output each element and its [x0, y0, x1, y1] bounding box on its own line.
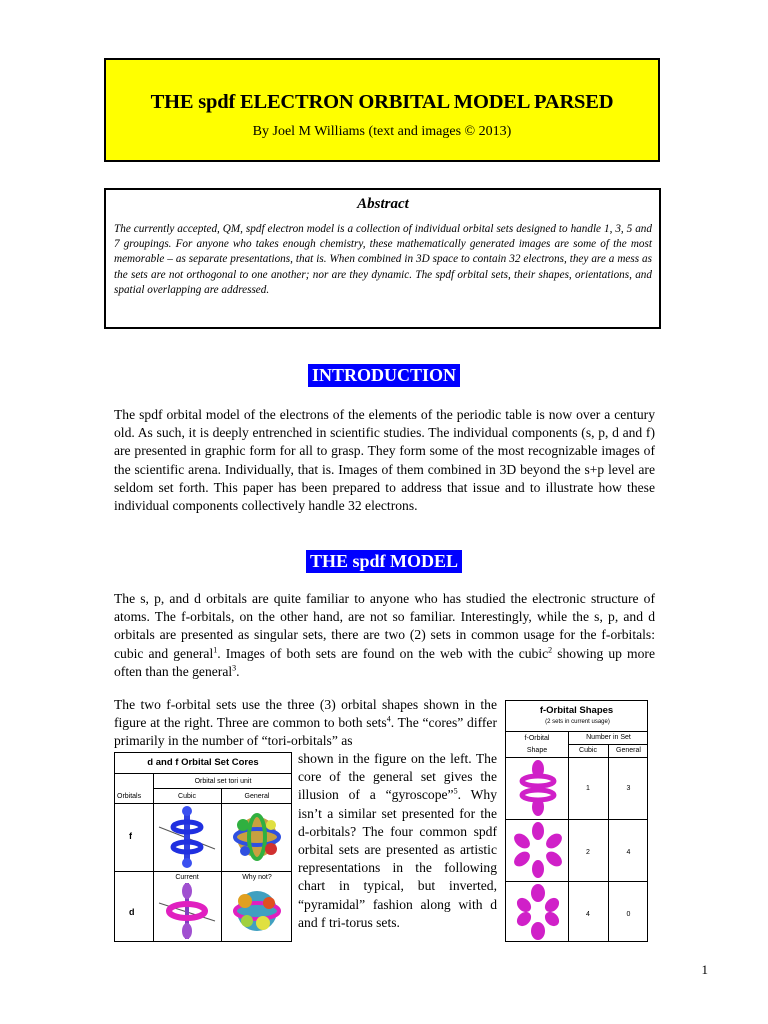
figure-right-subtitle: (2 sets in current usage) — [545, 719, 610, 725]
col-f-orbital: f-Orbital — [524, 735, 550, 742]
row3-cubic-value: 4 — [586, 911, 590, 918]
row-d-label: d — [129, 907, 135, 917]
label-current: Current — [175, 874, 199, 881]
byline: By Joel M Williams (text and images © 2013) — [252, 124, 512, 139]
page-number: 1 — [701, 962, 708, 977]
title-box — [104, 58, 660, 162]
intro-heading-wrap — [0, 364, 768, 386]
figure-f-orbital-shapes — [505, 700, 648, 942]
row3-general-value: 0 — [626, 911, 631, 918]
abstract-text: The currently accepted, QM, spdf electron model is a collection of individual orbital sets designed to handle 1, 3, 5 and 7 groupings. For anyone who takes enough chemistry, these mathematically generated images are some of the most memorable – as separate presentations, that is. When combined in 3D space to contain 32 electrons, they are a mess as the sets are not orthogonal to one another; nor are they dynamic. The spdf orbital sets, their shapes, orientations, and spatial overlapping are addressed. — [114, 223, 652, 296]
row1-general-value: 3 — [626, 785, 631, 792]
f-shape-tori-image — [510, 759, 566, 817]
figure-left-title: d and f Orbital Set Cores — [147, 757, 259, 768]
col-right-general: General — [616, 747, 641, 754]
intro-heading: INTRODUCTION — [308, 364, 460, 387]
row2-cubic-value: 2 — [586, 849, 590, 856]
figure-left-subheader: Orbital set tori unit — [194, 778, 252, 785]
f-shape-six-lobe-image — [510, 821, 566, 879]
f-cubic-tori-image — [155, 805, 219, 869]
page-title: THE spdf ELECTRON ORBITAL MODEL PARSED — [150, 91, 614, 113]
col-cubic: Cubic — [178, 793, 196, 800]
col-number-in-set: Number in Set — [586, 734, 631, 741]
model-heading: THE spdf MODEL — [306, 550, 462, 573]
row1-cubic-value: 1 — [586, 785, 590, 792]
label-why-not: Why not? — [242, 874, 272, 881]
f-general-tori-image — [225, 805, 289, 869]
abstract-heading: Abstract — [357, 196, 409, 212]
col-right-cubic: Cubic — [579, 747, 597, 754]
row-f-label: f — [129, 831, 132, 841]
model-heading-wrap — [0, 550, 768, 572]
col-orbitals: Orbitals — [117, 793, 142, 800]
f-shape-clover-image — [510, 883, 566, 941]
col-shape: Shape — [526, 747, 548, 754]
abstract-box — [104, 188, 661, 329]
d-why-not-image — [225, 881, 289, 941]
row2-general-value: 4 — [626, 849, 631, 856]
model-paragraph-3: shown in the figure on the left. The core of the general set gives the illusion of a “gyroscope”$^5$. Why isn’t a similar set presented for the d-orbitals? The four common spdf orbital sets are presented as artistic representations in the following chart in typical, but inverted, “pyramidal” fashion along with d and f tri-torus sets. — [298, 751, 497, 930]
model-paragraph-2: The two f-orbital sets use the three (3) orbital shapes shown in the figure at the right. Three are common to both sets$^4$. The “cores” differ primarily in the number of “tori-orbitals” as — [114, 697, 497, 749]
intro-paragraph: The spdf orbital model of the electrons of the elements of the periodic table is now over a century old. As such, it is deeply entrenched in scientific studies. The individual components (s, p, d and f) are presented in graphic form for all to grasp. They form some of the most recognizable images of the scientific arena. Individually, that is. Images of them combined in 3D beyond the s+p level are seldom set forth. This paper has been prepared to address that issue and to illustrate how these individual components collectively handle 32 electrons. — [114, 407, 655, 514]
figure-right-title: f-Orbital Shapes — [539, 705, 614, 716]
model-paragraph-1: The s, p, and d orbitals are quite familiar to anyone who has studied the electronic structure of atoms. The f-orbitals, on the other hand, are not so familiar. Interestingly, while the s, p, and d orbitals are presented as singular sets, there are two (2) sets in common usage for the f-orbitals: cubic and general$^1$. Images of both sets are found on the web with the cubic$^2$ showing up more often than the general$^3$. — [114, 591, 655, 679]
figure-orbital-set-cores — [114, 752, 292, 942]
col-general: General — [244, 793, 270, 800]
d-current-image — [155, 881, 219, 941]
